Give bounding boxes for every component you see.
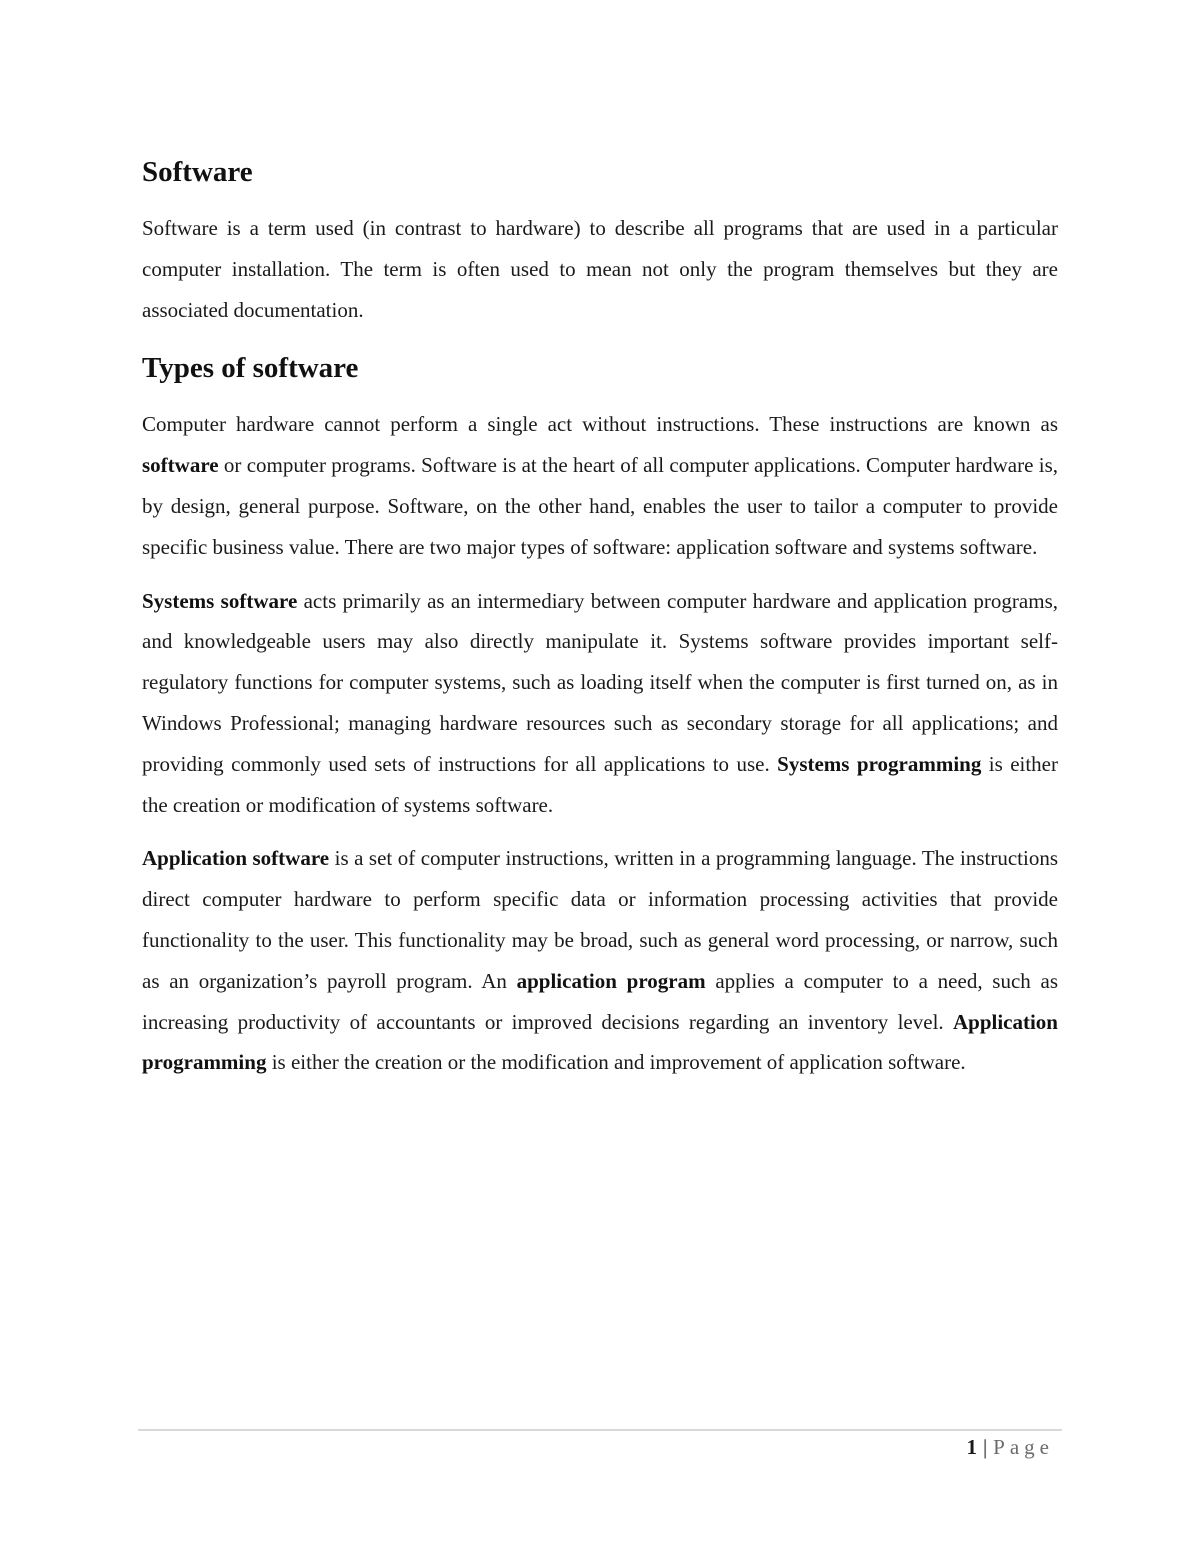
page-number: 1 (966, 1435, 977, 1459)
footer-separator: | (982, 1435, 988, 1459)
heading-types-of-software: Types of software (142, 352, 359, 385)
document-body (142, 150, 1058, 1096)
bold-term-software: software (142, 453, 219, 478)
text-run: is either the creation or the modification and improvement of application software. (266, 1050, 966, 1075)
paragraph-software-definition: Software is a term used (in contrast to hardware) to describe all programs that are used in a particular computer installation. The term is often used to mean not only the program themselves but they are associated documentation. (142, 216, 1058, 322)
bold-term-application-software: Application software (142, 846, 330, 871)
text-run: applies a computer to a need, such as increasing productivity of accountants or improved decisions regarding an inventory level. (142, 968, 1058, 1034)
bold-term-application-program: application program (516, 968, 706, 993)
bold-term-systems-programming: Systems programming (777, 751, 982, 776)
heading-software: Software (142, 156, 253, 188)
text-run: acts primarily as an intermediary between computer hardware and application programs, and knowledgeable users may also directly manipulate it. Systems software provides important self-regulatory functions for computer systems, such as loading itself when the computer is first turned on, as in Windows Professional; managing hardware resources such as secondary storage for all applications; and providing commonly used sets of instructions for all applications to use. (142, 588, 1058, 776)
text-run: is a set of computer instructions, written in a programming language. The instructions direct computer hardware to perform specific data or information processing activities that provide functionality to the user. This functionality may be broad, such as general word processing, or narrow, such as an organization’s payroll program. An (142, 846, 1058, 993)
paragraph-application-software (142, 838, 1058, 1083)
text-run: Computer hardware cannot perform a single act without instructions. These instructions are known as (142, 412, 1058, 437)
page-label: Page (993, 1435, 1054, 1459)
text-run: or computer programs. Software is at the heart of all computer applications. Computer hardware is, by design, general purpose. Software, on the other hand, enables the user to tailor a computer to provide specific business value. There are two major types of software: application software and systems software. (142, 453, 1058, 559)
page-footer (966, 1433, 1054, 1461)
text-run: is either the creation or modification of systems software. (142, 751, 1058, 817)
paragraph-systems-software (142, 581, 1058, 826)
paragraph-types-intro (142, 404, 1058, 567)
bold-term-systems-software: Systems software (142, 588, 298, 613)
bold-term-application-programming: Application programming (142, 1009, 1058, 1075)
footer-divider (138, 1429, 1062, 1431)
